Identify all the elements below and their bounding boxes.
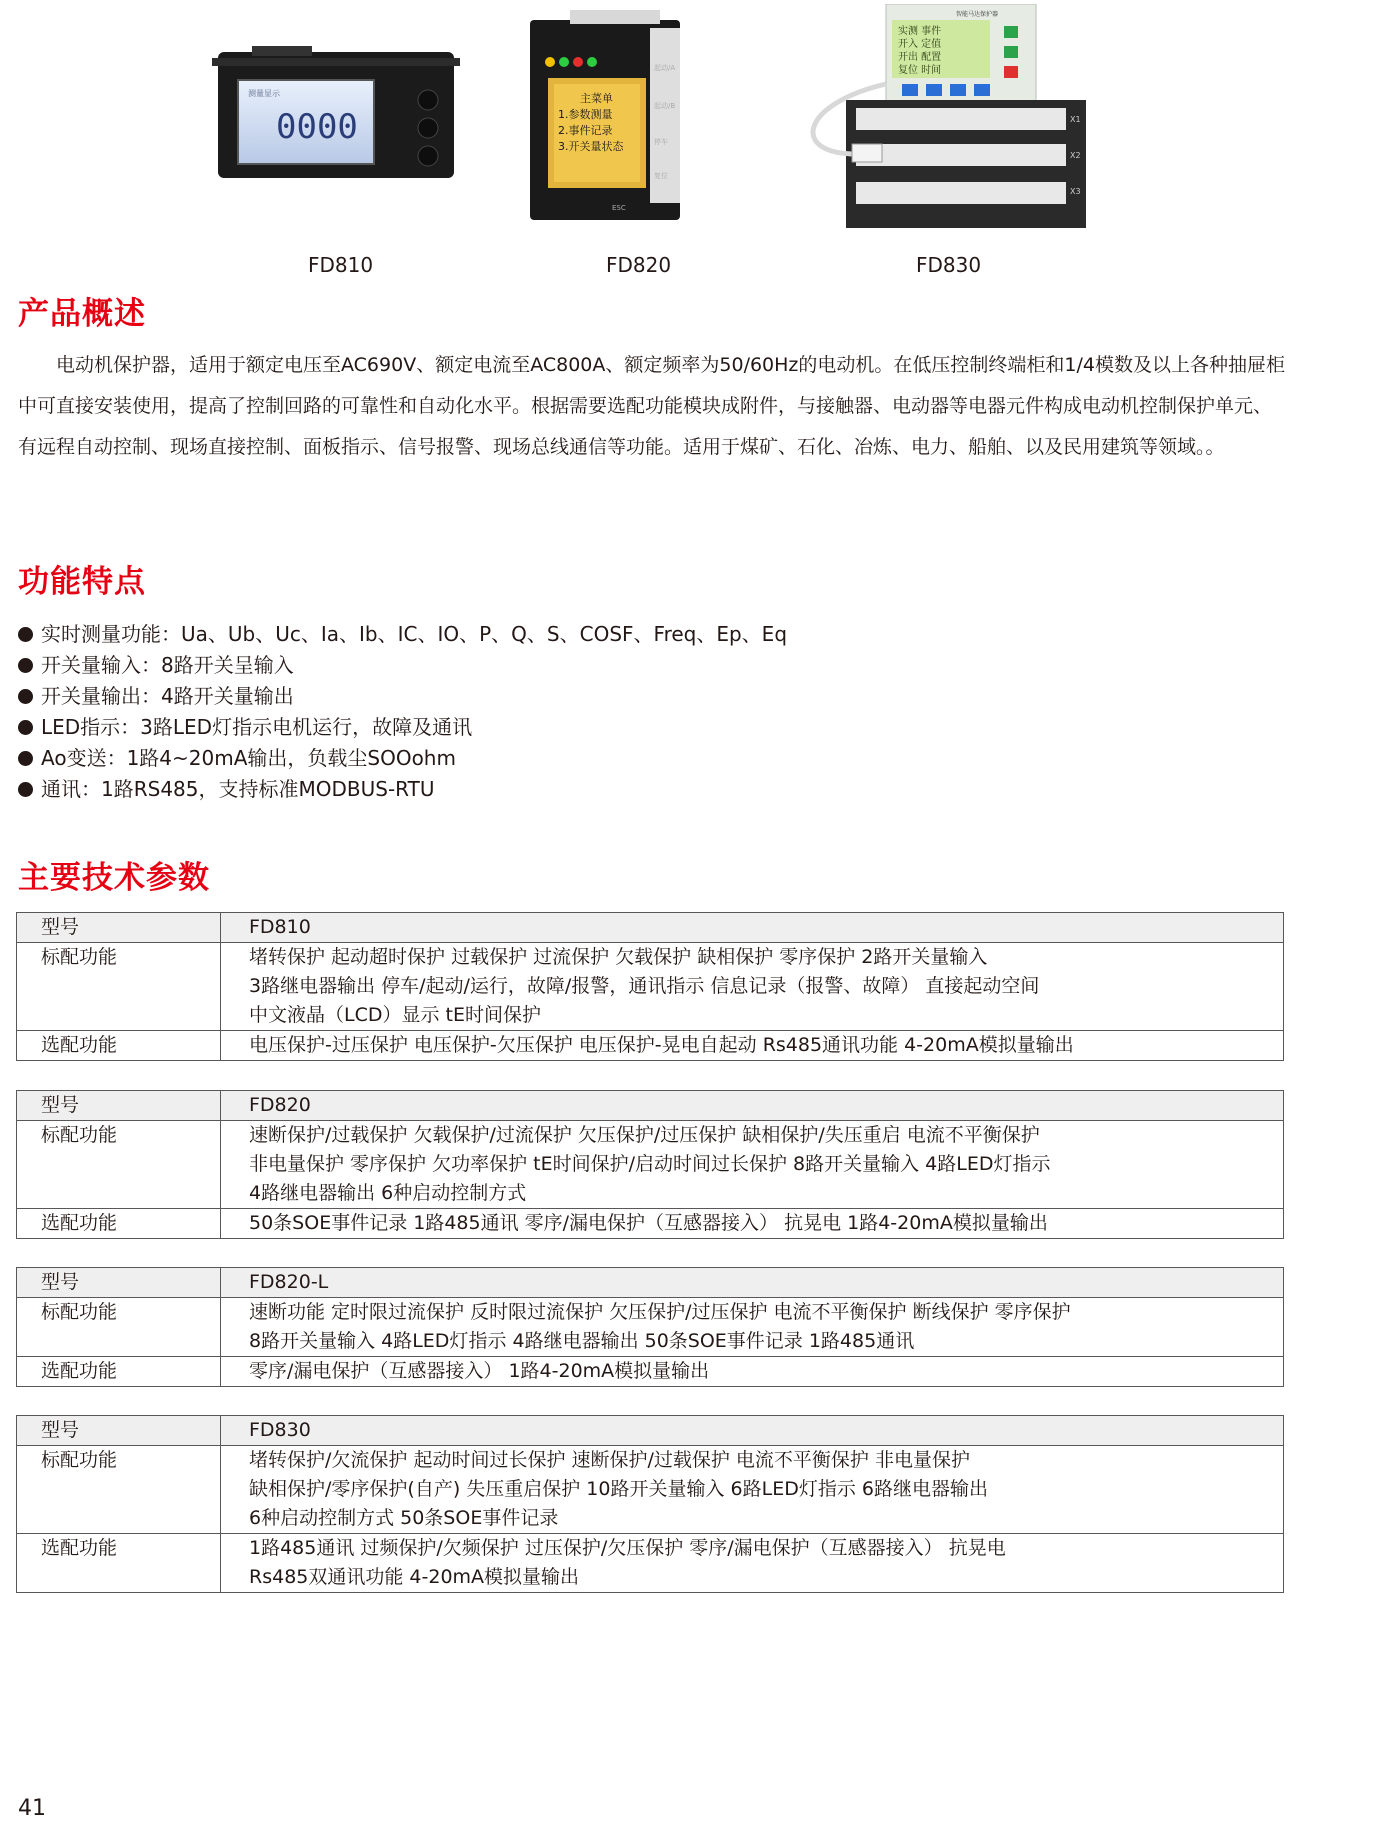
spec-table-fd830 bbox=[16, 1415, 1284, 1593]
table-row bbox=[17, 1031, 1284, 1061]
feature-text: 实时测量功能：Ua、Ub、Uc、Ia、Ib、IC、IO、P、Q、S、COSF、Freq、Ep、Eq bbox=[41, 622, 788, 646]
model-value: FD820-L bbox=[221, 1268, 1284, 1298]
spec-table-fd820-l bbox=[16, 1267, 1284, 1387]
overview-paragraph bbox=[18, 345, 1288, 468]
table-row bbox=[17, 1121, 1284, 1209]
feature-item bbox=[18, 619, 787, 650]
bullet-icon bbox=[18, 751, 33, 766]
optional-label: 选配功能 bbox=[17, 1031, 221, 1061]
feature-text: 开关量输出：4路开关量输出 bbox=[41, 684, 294, 708]
bullet-icon bbox=[18, 720, 33, 735]
fd820-side-label-4: 复位 bbox=[654, 172, 668, 180]
standard-label: 标配功能 bbox=[17, 1298, 221, 1357]
model-label: 型号 bbox=[17, 913, 221, 943]
table-row bbox=[17, 1534, 1284, 1593]
optional-label: 选配功能 bbox=[17, 1209, 221, 1239]
optional-label: 选配功能 bbox=[17, 1357, 221, 1387]
feature-item bbox=[18, 681, 787, 712]
table-row bbox=[17, 913, 1284, 943]
specs-title: 主要技术参数 bbox=[18, 860, 210, 896]
table-row bbox=[17, 1416, 1284, 1446]
fd820-device-image bbox=[530, 10, 680, 220]
bullet-icon bbox=[18, 627, 33, 642]
bullet-icon bbox=[18, 782, 33, 797]
standard-label: 标配功能 bbox=[17, 943, 221, 1031]
fd830-screen-line-3: 开出 配置 bbox=[898, 52, 942, 63]
caption-fd810: FD810 bbox=[308, 253, 374, 277]
fd820-esc-label: ESC bbox=[612, 204, 626, 212]
model-value: FD810 bbox=[221, 913, 1284, 943]
model-label: 型号 bbox=[17, 1268, 221, 1298]
fd830-terminal-x2: X2 bbox=[1070, 151, 1081, 160]
model-value: FD820 bbox=[221, 1091, 1284, 1121]
optional-label: 选配功能 bbox=[17, 1534, 221, 1593]
fd830-terminal-x1: X1 bbox=[1070, 115, 1081, 124]
bullet-icon bbox=[18, 658, 33, 673]
fd820-side-label-1: 起动/A bbox=[654, 64, 676, 72]
feature-item bbox=[18, 774, 787, 805]
table-row bbox=[17, 1357, 1284, 1387]
caption-fd820: FD820 bbox=[606, 253, 672, 277]
overview-title: 产品概述 bbox=[18, 296, 146, 332]
standard-label: 标配功能 bbox=[17, 1121, 221, 1209]
optional-features: 零序/漏电保护（互感器接入） 1路4-20mA模拟量输出 bbox=[221, 1357, 1284, 1387]
fd820-screen-line-1: 主菜单 bbox=[580, 92, 613, 105]
standard-label: 标配功能 bbox=[17, 1446, 221, 1534]
fd820-side-label-2: 起动/B bbox=[654, 102, 676, 110]
fd830-screen-line-4: 复位 时间 bbox=[898, 65, 942, 76]
model-label: 型号 bbox=[17, 1091, 221, 1121]
fd820-screen-line-4: 3.开关量状态 bbox=[558, 140, 624, 153]
table-row bbox=[17, 1209, 1284, 1239]
table-row bbox=[17, 943, 1284, 1031]
fd830-device-image bbox=[760, 4, 1090, 240]
fd830-header-text: 智能马达保护器 bbox=[956, 11, 999, 18]
standard-features: 堵转保护/欠流保护 起动时间过长保护 速断保护/过载保护 电流不平衡保护 非电量保护 缺相保护/零序保护(自产) 失压重启保护 10路开关量输入 6路LED灯指示 6路继电器输出 6种启动控制方式 50条SOE事件记录 bbox=[221, 1446, 1284, 1534]
fd830-screen-line-2: 开入 定值 bbox=[898, 39, 942, 50]
model-label: 型号 bbox=[17, 1416, 221, 1446]
feature-item bbox=[18, 743, 787, 774]
feature-text: 开关量输入：8路开关呈输入 bbox=[41, 653, 294, 677]
optional-features: 50条SOE事件记录 1路485通讯 零序/漏电保护（互感器接入） 抗晃电 1路4-20mA模拟量输出 bbox=[221, 1209, 1284, 1239]
table-row bbox=[17, 1091, 1284, 1121]
model-value: FD830 bbox=[221, 1416, 1284, 1446]
standard-features: 堵转保护 起动超时保护 过载保护 过流保护 欠载保护 缺相保护 零序保护 2路开关量输入 3路继电器输出 停车/起动/运行，故障/报警，通讯指示 信息记录（报警、故障） 直接起动空间 中文液晶（LCD）显示 tE时间保护 bbox=[221, 943, 1284, 1031]
feature-item bbox=[18, 712, 787, 743]
page-number: 41 bbox=[18, 1796, 46, 1821]
fd830-terminal-x3: X3 bbox=[1070, 187, 1081, 196]
table-row bbox=[17, 1446, 1284, 1534]
caption-fd830: FD830 bbox=[916, 253, 982, 277]
feature-text: LED指示：3路LED灯指示电机运行，故障及通讯 bbox=[41, 715, 473, 739]
overview-text: 电动机保护器，适用于额定电压至AC690V、额定电流至AC800A、额定频率为50/60Hz的电动机。在低压控制终端柜和1/4模数及以上各种抽屉柜中可直接安装使用，提高了控制回路的可靠性和自动化水平。根据需要选配功能模块成附件，与接触器、电动器等电器元件构成电动机控制保护单元、有远程自动控制、现场直接控制、面板指示、信号报警、现场总线通信等功能。适用于煤矿、石化、冶炼、电力、船舶、以及民用建筑等领域。。 bbox=[18, 354, 1285, 458]
spec-table-fd820 bbox=[16, 1090, 1284, 1239]
fd830-screen-line-1: 实测 事件 bbox=[898, 26, 942, 37]
fd810-screen-label: 测量显示 bbox=[248, 89, 280, 98]
fd810-device-image bbox=[212, 44, 462, 184]
feature-item bbox=[18, 650, 787, 681]
feature-text: 通讯：1路RS485，支持标准MODBUS-RTU bbox=[41, 777, 435, 801]
bullet-icon bbox=[18, 689, 33, 704]
features-list bbox=[18, 619, 787, 805]
features-title: 功能特点 bbox=[18, 564, 146, 600]
standard-features: 速断功能 定时限过流保护 反时限过流保护 欠压保护/过压保护 电流不平衡保护 断线保护 零序保护 8路开关量输入 4路LED灯指示 4路继电器输出 50条SOE事件记录 1路485通讯 bbox=[221, 1298, 1284, 1357]
table-row bbox=[17, 1298, 1284, 1357]
optional-features: 1路485通讯 过频保护/欠频保护 过压保护/欠压保护 零序/漏电保护（互感器接入） 抗晃电 Rs485双通讯功能 4-20mA模拟量输出 bbox=[221, 1534, 1284, 1593]
optional-features: 电压保护-过压保护 电压保护-欠压保护 电压保护-晃电自起动 Rs485通讯功能 4-20mA模拟量输出 bbox=[221, 1031, 1284, 1061]
fd820-screen-line-3: 2.事件记录 bbox=[558, 124, 613, 137]
feature-text: Ao变送：1路4~20mA输出，负载尘SOOohm bbox=[41, 746, 456, 770]
spec-table-fd810 bbox=[16, 912, 1284, 1061]
standard-features: 速断保护/过载保护 欠载保护/过流保护 欠压保护/过压保护 缺相保护/失压重启 电流不平衡保护 非电量保护 零序保护 欠功率保护 tE时间保护/启动时间过长保护 8路开关量输入 4路LED灯指示 4路继电器输出 6种启动控制方式 bbox=[221, 1121, 1284, 1209]
fd820-screen-line-2: 1.参数测量 bbox=[558, 108, 613, 121]
fd810-screen-value: 0000 bbox=[276, 107, 358, 147]
table-row bbox=[17, 1268, 1284, 1298]
fd820-side-label-3: 停车 bbox=[654, 138, 668, 146]
